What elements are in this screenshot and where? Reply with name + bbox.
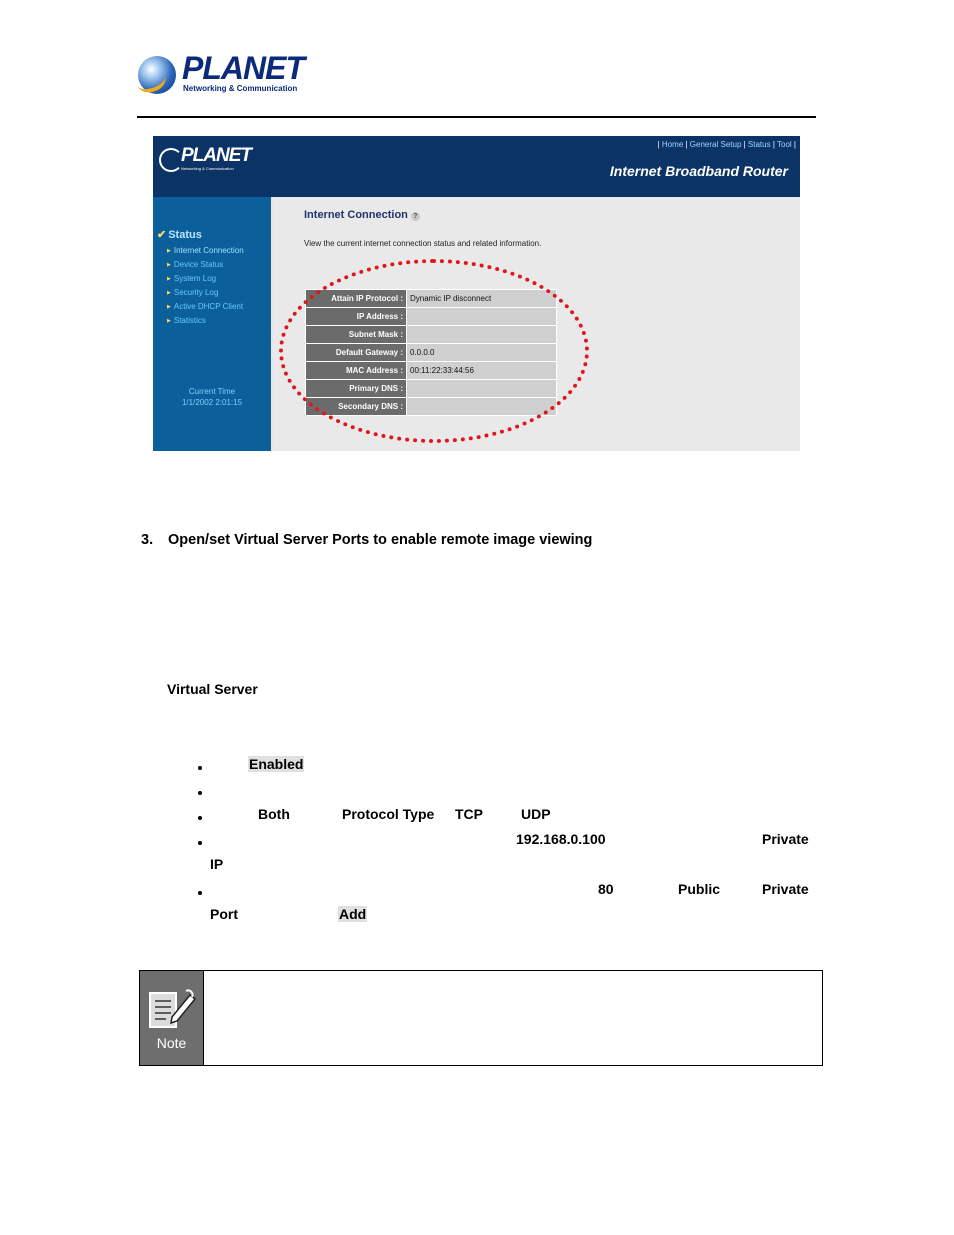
udp-term: UDP <box>521 806 551 822</box>
router-header <box>153 136 800 197</box>
enabled-term: Enabled <box>249 756 304 772</box>
logo-wordmark: PLANET <box>182 50 304 86</box>
nav-home[interactable]: Home <box>661 140 684 149</box>
sidebar-section-status[interactable]: ✔ Status <box>157 229 202 241</box>
logo-tagline: Networking & Communication <box>183 84 298 93</box>
bullet <box>198 816 202 820</box>
tcp-term: TCP <box>455 806 483 822</box>
step-title: Open/set Virtual Server Ports to enable remote image viewing <box>168 532 593 548</box>
router-top-nav: | Home | General Setup | Status | Tool | <box>657 140 796 149</box>
bullet <box>198 791 202 795</box>
nav-tool[interactable]: Tool <box>777 140 792 149</box>
help-icon[interactable]: ? <box>411 212 420 221</box>
ip-term: IP <box>210 856 224 872</box>
table-row: IP Address : <box>306 308 557 326</box>
port-80-value: 80 <box>598 881 614 897</box>
table-row: Default Gateway : 0.0.0.0 <box>306 344 557 362</box>
port-term: Port <box>210 906 238 922</box>
both-term: Both <box>258 806 290 822</box>
note-icon-panel <box>140 971 204 1065</box>
table-row: Subnet Mask : <box>306 326 557 344</box>
table-row: Secondary DNS : <box>306 398 557 416</box>
router-title: Internet Broadband Router <box>609 163 788 179</box>
sidebar-item-active-dhcp-client[interactable]: ▶ Active DHCP Client <box>167 300 244 314</box>
sidebar-item-system-log[interactable]: ▶ System Log <box>167 272 244 286</box>
bullet <box>198 891 202 895</box>
sidebar-item-internet-connection[interactable]: ▶ Internet Connection <box>167 244 244 258</box>
header-rule <box>137 116 816 118</box>
nav-status[interactable]: Status <box>747 140 771 149</box>
public-term: Public <box>678 881 721 897</box>
current-time-value: 1/1/2002 2:01:15 <box>181 398 243 407</box>
note-pad-icon <box>146 987 198 1031</box>
note-box <box>139 970 823 1066</box>
check-icon: ✔ <box>157 229 167 241</box>
table-row: Primary DNS : <box>306 380 557 398</box>
highlight-circle <box>279 259 589 443</box>
current-time-label: Current Time <box>188 387 236 396</box>
bullet <box>198 766 202 770</box>
nav-general-setup[interactable]: General Setup <box>689 140 742 149</box>
sidebar-item-statistics[interactable]: ▶ Statistics <box>167 314 244 328</box>
ip-value: 192.168.0.100 <box>516 831 606 847</box>
globe-icon <box>159 148 183 172</box>
sidebar-menu <box>167 244 244 328</box>
private-term: Private <box>762 831 809 847</box>
router-sidebar <box>153 197 271 451</box>
section-label: Virtual Server <box>167 681 258 697</box>
table-row: Attain IP Protocol : Dynamic IP disconnect <box>306 290 557 308</box>
sidebar-item-device-status[interactable]: ▶ Device Status <box>167 258 244 272</box>
add-term: Add <box>339 906 367 922</box>
note-label: Note <box>156 1035 187 1051</box>
current-time <box>153 386 271 408</box>
content-heading: Internet Connection ? <box>304 209 420 221</box>
bullet <box>198 841 202 845</box>
step-number: 3. <box>141 532 154 548</box>
private-term-2: Private <box>762 881 809 897</box>
content-description: View the current internet connection status and related information. <box>304 239 542 248</box>
protocol-type-term: Protocol Type <box>342 806 435 822</box>
planet-logo <box>138 50 304 98</box>
sidebar-item-security-log[interactable]: ▶ Security Log <box>167 286 244 300</box>
table-row: MAC Address : 00:11:22:33:44:56 <box>306 362 557 380</box>
router-logo: PLANET Networking & Communication <box>159 146 259 176</box>
